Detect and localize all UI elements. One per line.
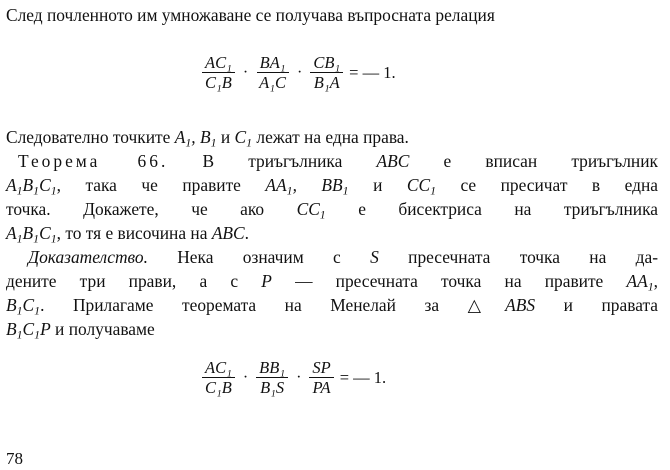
intro-text: След почленното им умножаване се получава въпросната релация xyxy=(6,5,495,25)
numerator: BA₁ xyxy=(257,53,289,73)
multiplication-operator: · xyxy=(296,369,302,386)
conclusion-end: лежат на една права. xyxy=(252,127,409,147)
proof-line-1: Доказателство. Нека означим с S пресечната точка на да- xyxy=(28,247,659,267)
equals-minus-one: = — 1. xyxy=(339,368,387,387)
theorem-text: точка. Докажете, че ако xyxy=(6,199,297,219)
denominator: C₁B xyxy=(205,73,232,92)
menelaus-abs-formula xyxy=(200,358,386,397)
conclusion-line: Следователно точките $A_1$, $B_1$ и $C_1$ лежат на една права. xyxy=(6,127,409,150)
proof-text: Нека означим с xyxy=(147,247,371,267)
intro-line xyxy=(6,4,495,27)
proof-text: и получаваме xyxy=(50,319,155,339)
denominator: B₁S xyxy=(260,378,285,397)
denominator: PA xyxy=(312,378,331,397)
denominator: B₁A xyxy=(313,73,340,92)
equals-minus-one: = — 1. xyxy=(349,63,396,82)
fraction xyxy=(202,358,235,397)
theorem-text: се пресичат в една xyxy=(436,175,658,195)
theorem-text: , то тя е височина на xyxy=(56,223,212,243)
proof-text: пресечната точка на да- xyxy=(378,247,659,267)
proof-text: дените три прави, а с xyxy=(6,271,262,291)
theorem-text: , така че правите xyxy=(56,175,266,195)
numerator: SP xyxy=(309,358,333,378)
theorem-line-1: Теорема 66. В триъгълника ABC е вписан триъгълник xyxy=(18,151,658,171)
fraction xyxy=(256,358,288,397)
proof-label: Доказателство. xyxy=(28,247,148,267)
theorem-line-3: точка. Докажете, че ако $CC_1$ е бисектриса на триъгълника xyxy=(6,199,658,222)
theorem-line-4: $A_1B_1C_1$, то тя е височина на ABC. xyxy=(6,223,250,246)
numerator: AC₁ xyxy=(202,53,235,73)
menelaus-relation-formula xyxy=(200,53,396,92)
theorem-text: В триъгълника xyxy=(168,151,377,171)
numerator: CB₁ xyxy=(310,53,343,73)
fraction xyxy=(202,53,235,92)
fraction xyxy=(309,358,333,397)
proof-text: и правата xyxy=(535,295,658,315)
proof-line-4: $B_1C_1P$ и получаваме xyxy=(6,319,155,342)
theorem-line-2: $A_1B_1C_1$, така че правите $AA_1$, $BB_1$ и $CC_1$ се пресичат в една xyxy=(6,175,658,198)
proof-line-3: $B_1C_1$. Прилагаме теоремата на Менелай за △ABS и правата xyxy=(6,295,658,318)
theorem-text: и xyxy=(348,175,407,195)
denominator: A₁C xyxy=(259,73,286,92)
theorem-text: е вписан триъгълник xyxy=(409,151,658,171)
multiplication-operator: · xyxy=(242,64,249,81)
fraction xyxy=(310,53,343,92)
multiplication-operator: · xyxy=(296,64,303,81)
denominator: C₁B xyxy=(205,378,232,397)
page-number: 78 xyxy=(6,449,23,468)
multiplication-operator: · xyxy=(242,369,249,386)
numerator: BB₁ xyxy=(256,358,288,378)
proof-text: — пресечната точка на правите xyxy=(271,271,627,291)
theorem-text: е бисектриса на триъгълника xyxy=(325,199,658,219)
conclusion-start: Следователно точките xyxy=(6,127,175,147)
numerator: AC₁ xyxy=(202,358,235,378)
proof-line-2: дените три прави, а с P — пресечната точка на правите $AA_1$, xyxy=(6,271,658,294)
theorem-label: Теорема 66. xyxy=(18,151,169,171)
proof-text: . Прилагаме теоремата на Менелай за xyxy=(40,295,468,315)
fraction xyxy=(256,53,289,92)
